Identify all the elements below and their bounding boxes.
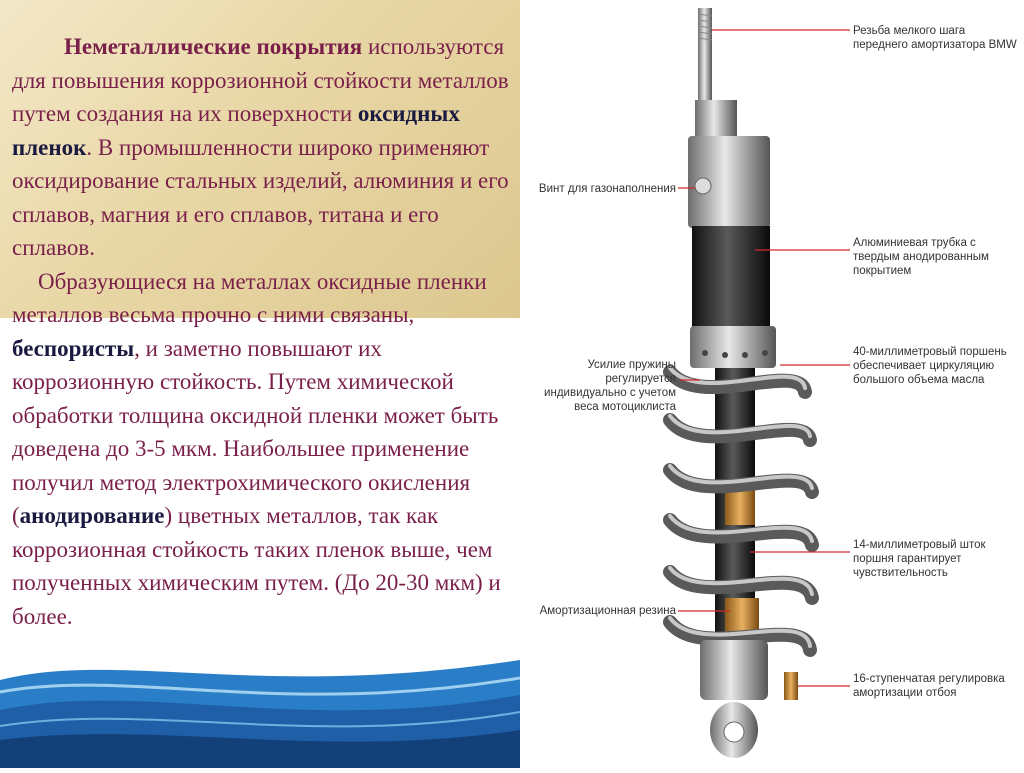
label-thread: Резьба мелкого шага переднего амортизатора BMW [853, 25, 1017, 51]
p2-text-c: ) цветных металлов, так как коррозионная стойкость таких пленок выше, чем полученных химическим путем. (До 20-30 мкм) и более. [12, 503, 501, 629]
label-gas-screw: Винт для газонаполнения [538, 183, 676, 195]
label-alu-tube: Алюминиевая трубка с твердым анодированным покрытием [853, 237, 989, 277]
label-rubber: Амортизационная резина [539, 605, 676, 617]
p1-text-b: . В промышленности широко применяют оксидирование стальных изделий, алюминия и его сплавов, магния и его сплавов, титана и его сплавов. [12, 134, 509, 260]
label-spring: Усилие пружины регулируется индивидуально с учетом веса мотоциклиста [544, 359, 676, 413]
p2-bold-nonporous: беспористы [12, 335, 135, 361]
p2-text-a: Образующиеся на металлах оксидные пленки металлов весьма прочно с ними связаны, [12, 268, 487, 327]
label-rebound: 16-ступенчатая регулировка амортизации отбоя [853, 673, 1005, 699]
p2-text-b: , и заметно повышают их коррозионную стойкость. Путем химической обработки толщина оксидной пленки может быть доведена до 3-5 мкм. Наибольшее применение получил метод электрохимического окисления ( [12, 335, 499, 528]
label-piston: 40-миллиметровый поршень обеспечивает циркуляцию большого объема масла [853, 346, 1007, 386]
main-text-block [12, 30, 522, 633]
label-rod: 14-миллиметровый шток поршня гарантирует чувствительность [853, 539, 986, 579]
blue-waves-decoration [0, 640, 520, 768]
p1-text-a: используются для повышения коррозионной стойкости металлов путем создания на их поверхности [12, 34, 509, 126]
paragraph-1 [12, 30, 522, 265]
p1-bold-oxide-films: оксидных пленок [12, 101, 460, 160]
p2-bold-anodizing: анодирование [19, 503, 165, 528]
paragraph-2 [12, 265, 522, 634]
shock-absorber-figure [520, 0, 1024, 768]
heading-nonmetallic-coatings: Неметаллические покрытия [64, 34, 363, 59]
